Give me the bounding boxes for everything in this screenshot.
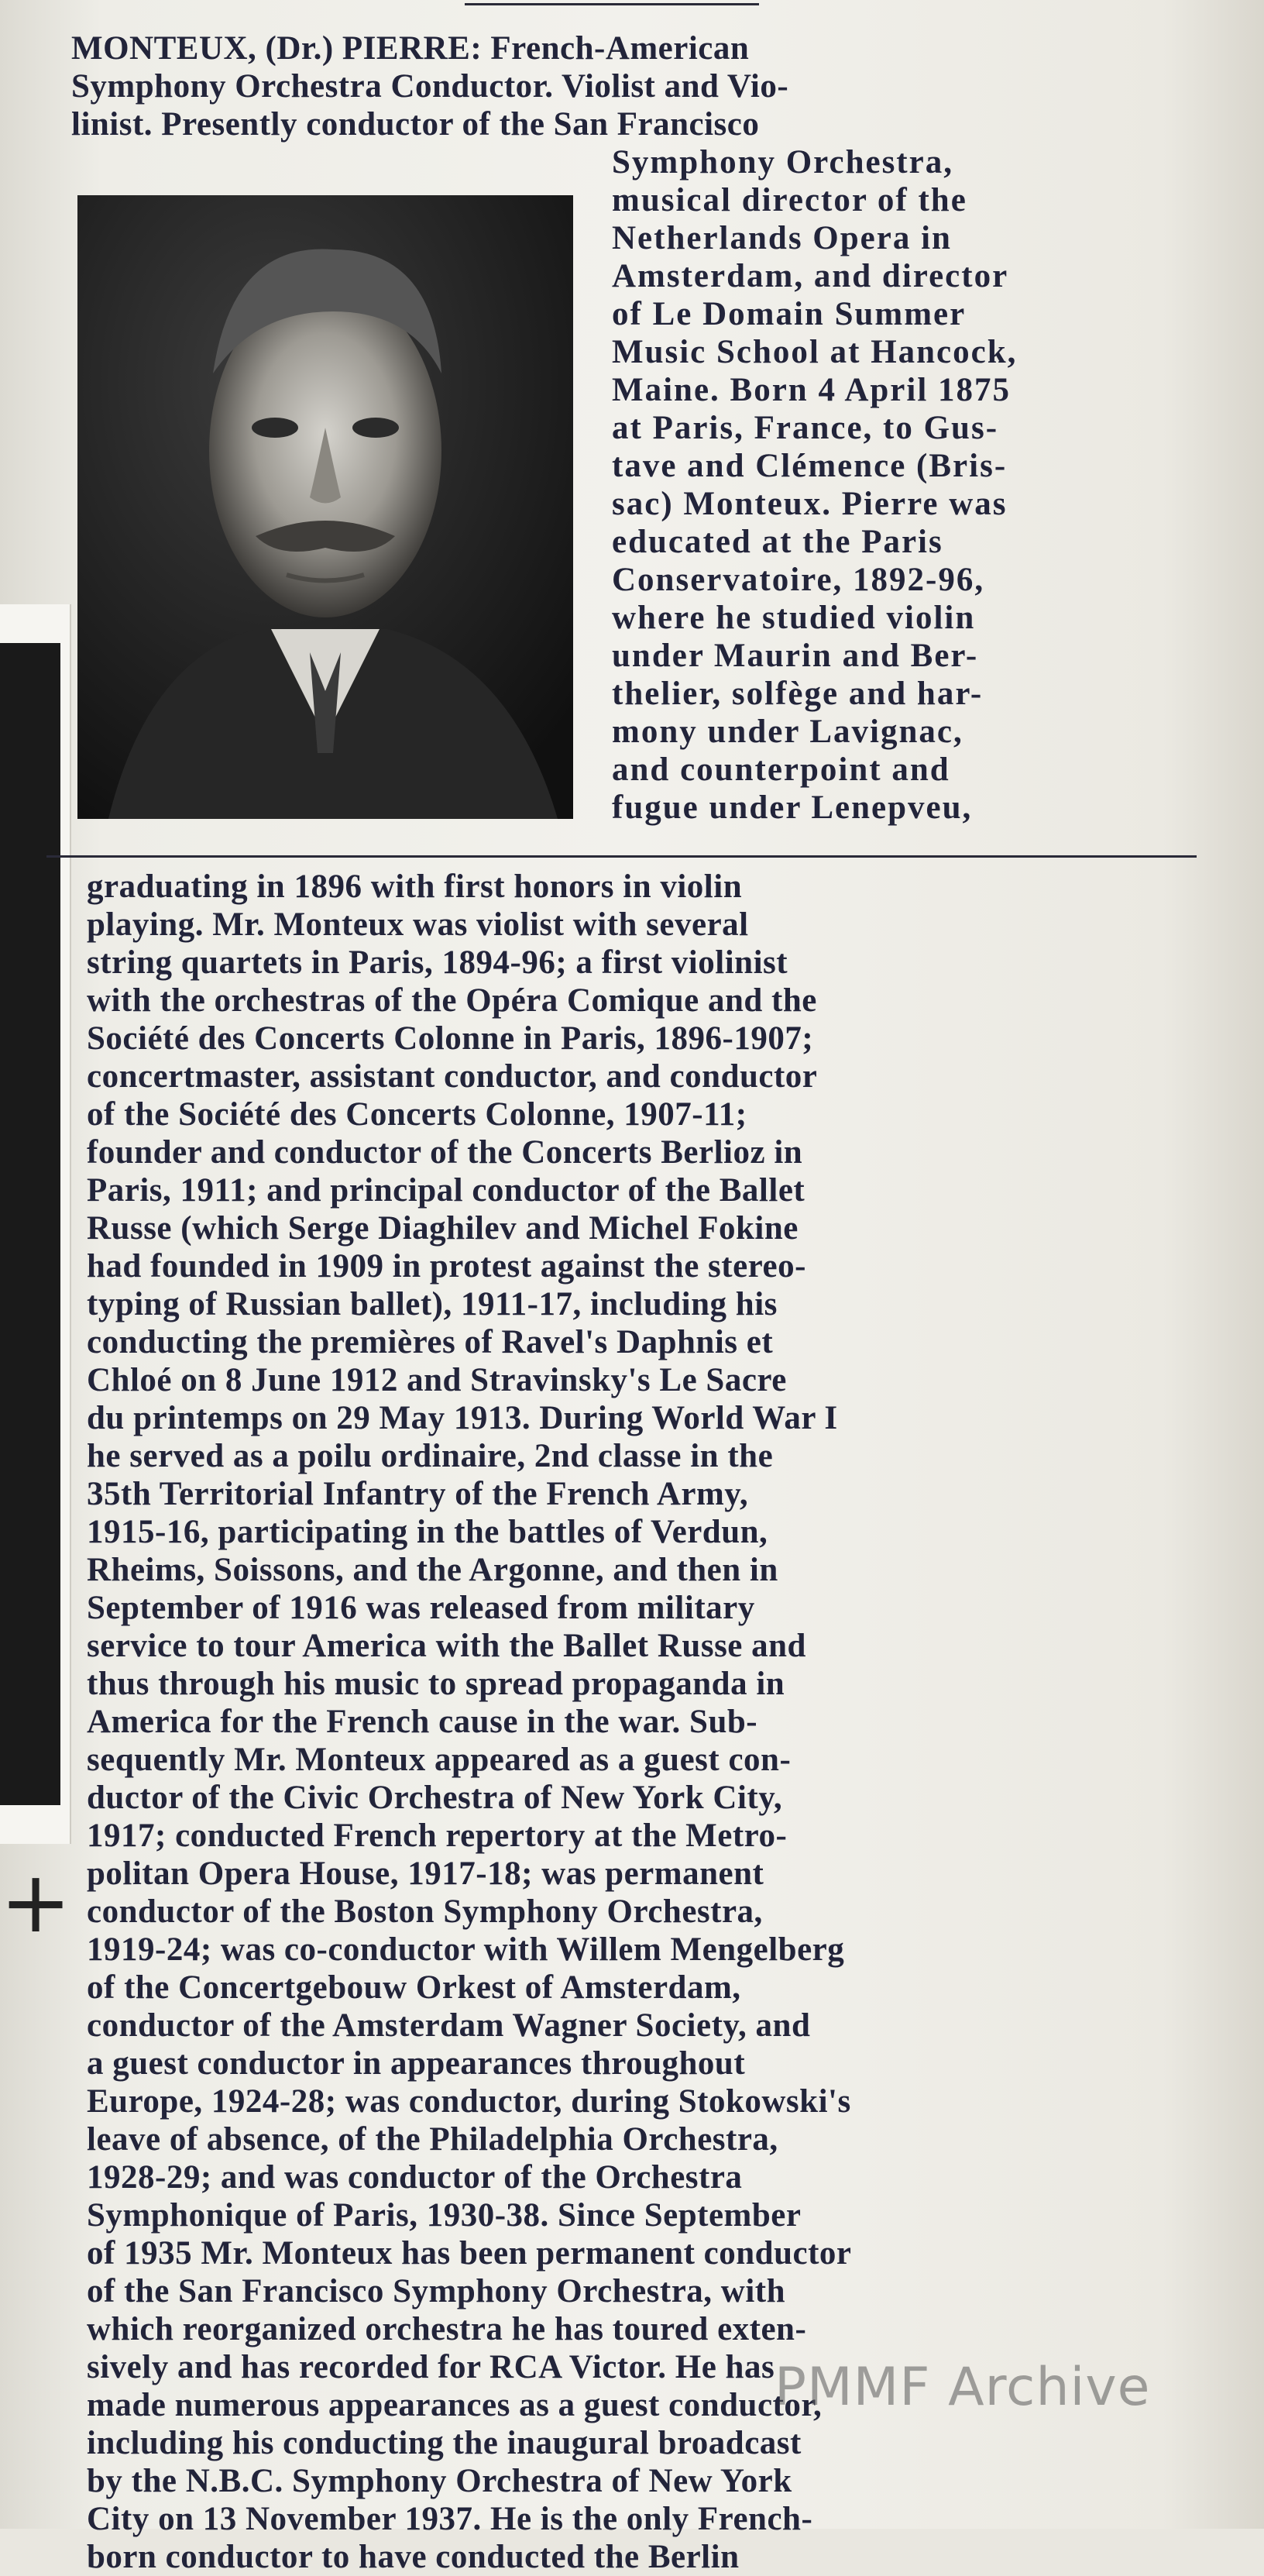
- top-rule: [465, 3, 759, 5]
- entry-body-text: graduating in 1896 with first honors in violin playing. Mr. Monteux was violist with several string quartets in Paris, 1894-96; a first violinist with the orchestras of the Opéra Comique and the Société des Concerts Colonne in Paris, 1896-1907; concertmaster, assistant conductor, and conductor of the Société des Concerts Colonne, 1907-11; founder and conductor of the Concerts Berlioz in Paris, 1911; and principal conductor of the Ballet Russe (which Serge Diaghilev and Michel Fokine had founded in 1909 in protest against the stereo- typing of Russian ballet), 1911-17, including his conducting the premières of Ravel's Daphnis et Chloé on 8 June 1912 and Stravinsky's Le Sacre du printemps on 29 May 1913. During World War I he served as a poilu ordinaire, 2nd classe in the 35th Territorial Infantry of the French Army, 1915-16, participating in the battles of Verdun, Rheims, Soissons, and the Argonne, and then in September of 1916 was released from military service to tour America with the Ballet Russe and thus through his music to spread propaganda in America for the French cause in the war. Sub- sequently Mr. Monteux appeared as a guest con- ductor of the Civic Orchestra of New York City, 1917; conducted French repertory at the Metro- politan Opera House, 1917-18; was permanent conductor of the Boston Symphony Orchestra, 1919-24; was co-conductor with Willem Mengelberg of the Concertgebouw Orkest of Amsterdam, conductor of the Amsterdam Wagner Society, and a guest conductor in appearances throughout Europe, 1924-28; was conductor, during Stokowski's leave of absence, of the Philadelphia Orchestra, 1928-29; and was conductor of the Orchestra Symphonique of Paris, 1930-38. Since September of 1935 Mr. Monteux has been permanent conductor of the San Francisco Symphony Orchestra, with which reorganized orchestra he has toured exten- sively and has recorded for RCA Victor. He has made numerous appearances as a guest conductor, including his conducting the inaugural broadcast by the N.B.C. Symphony Orchestra of New York City on 13 November 1937. He is the only French- born conductor to have conducted the Berlin: [87, 868, 852, 2575]
- margin-pen-mark: +: [0, 1852, 72, 1952]
- portrait-photo: [77, 195, 573, 819]
- adjacent-page-photo: [0, 643, 60, 1805]
- entry-side-column: Symphony Orchestra, musical director of the Netherlands Opera in Amsterdam, and director of Le Domain Summer Music School at Hancock, Maine. Born 4 April 1875 at Paris, France, to Gus- tave and Clémence (Bris- sac) Monteux. Pierre was educated at the Paris Conservatoire, 1892-96, where he studied violin under Maurin and Ber- thelier, solfège and har- mony under Lavignac, and counterpoint and fugue under Lenepveu,: [612, 144, 1018, 826]
- section-rule: [46, 855, 1197, 858]
- archive-watermark: PMMF Archive: [775, 2357, 1151, 2418]
- entry-heading-lines: MONTEUX, (Dr.) PIERRE: French-American Symphony Orchestra Conductor. Violist and Vio- linist. Presently conductor of the San Francisco: [71, 30, 789, 143]
